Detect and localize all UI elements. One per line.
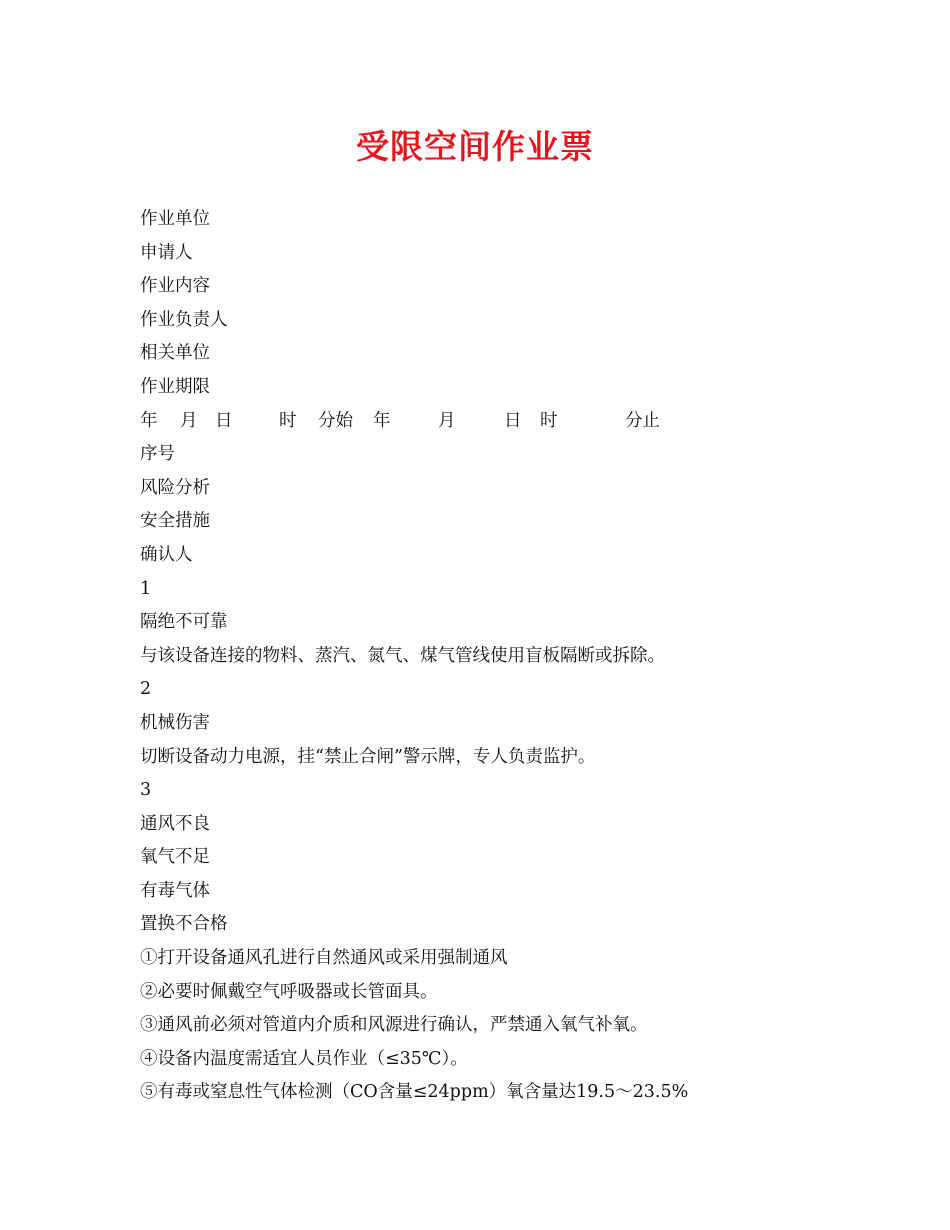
row-3-risk-1: 通风不良 [140,813,210,834]
row-3-no: 3 [140,780,152,801]
field-work-content: 作业内容 [140,276,210,297]
period-start-year: 年 [140,410,158,431]
field-work-period: 作业期限 [140,376,210,397]
field-related-unit: 相关单位 [140,343,210,364]
row-3-measure-2: ②必要时佩戴空气呼吸器或长管面具。 [140,981,438,1002]
field-work-leader: 作业负责人 [140,309,228,330]
period-end-minute: 分止 [625,410,660,431]
row-3-measure-5: ⑤有毒或窒息性气体检测（CO含量≤24ppm）氧含量达19.5～23.5% [140,1082,689,1103]
header-serial-no: 序号 [140,444,175,465]
period-end-month: 月 [438,410,456,431]
header-safety-measures: 安全措施 [140,511,210,532]
period-end-year: 年 [373,410,391,431]
period-start-month: 月 [180,410,198,431]
period-end-hour: 时 [540,410,558,431]
row-1-no: 1 [140,578,152,599]
field-applicant: 申请人 [140,242,193,263]
row-2-measure: 切断设备动力电源，挂“禁止合闸”警示牌，专人负责监护。 [140,746,596,767]
row-3-risk-2: 氧气不足 [140,847,210,868]
field-work-unit: 作业单位 [140,209,210,229]
header-confirmer: 确认人 [140,544,193,565]
period-start-minute: 分始 [318,410,353,431]
period-start-hour: 时 [279,410,297,431]
row-3-measure-4: ④设备内温度需适宜人员作业（≤35℃）。 [140,1048,468,1069]
row-3-risk-3: 有毒气体 [140,880,210,901]
header-risk-analysis: 风险分析 [140,477,210,498]
row-3-risk-4: 置换不合格 [140,914,228,935]
row-3-measure-1: ①打开设备通风孔进行自然通风或采用强制通风 [140,948,508,969]
period-end-day: 日 [504,410,522,431]
work-period-line [140,405,840,439]
period-start-day: 日 [215,410,233,431]
document-title: 受限空间作业票 [356,127,594,166]
row-3-measure-3: ③通风前必须对管道内介质和风源进行确认，严禁通入氧气补氧。 [140,1015,648,1036]
document-body [140,203,840,1110]
row-2-risk: 机械伤害 [140,712,210,733]
row-1-risk: 隔绝不可靠 [140,612,228,633]
row-1-measure: 与该设备连接的物料、蒸汽、氮气、煤气管线使用盲板隔断或拆除。 [140,645,665,666]
row-2-no: 2 [140,679,152,700]
